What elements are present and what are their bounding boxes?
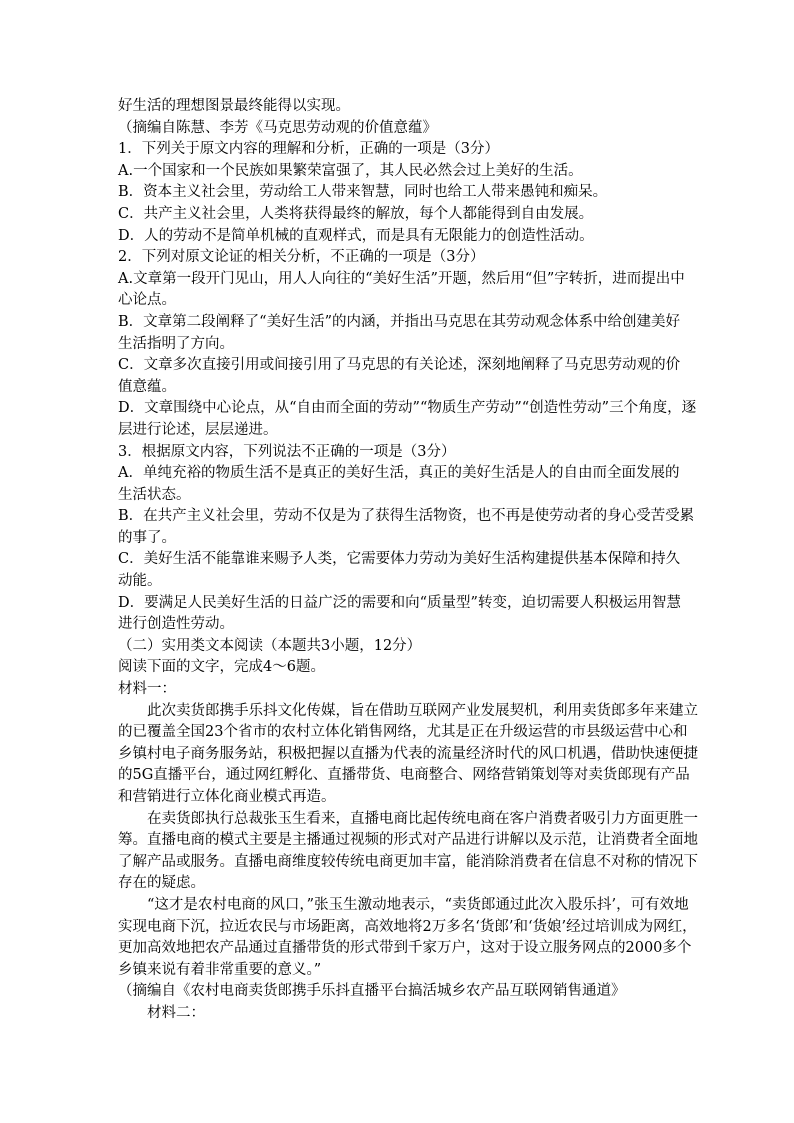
- text-line: B．文章第二段阐释了“美好生活”的内涵，并指出马克思在其劳动观念体系中给创建美好: [118, 313, 680, 330]
- text-line: 筹。直播电商的模式主要是主播通过视频的形式对产品进行讲解以及示范，让消费者全面地: [118, 832, 698, 849]
- text-line: 层进行论述，层层递进。: [118, 421, 278, 438]
- text-line: 和营销进行立体化商业模式再造。: [118, 789, 336, 805]
- text-line: 好生活的理想图景最终能得以实现。: [118, 98, 350, 114]
- text-line: 此次卖货郎携手乐抖文化传媒，旨在借助互联网产业发展契机，利用卖货郎多年来建立: [147, 702, 698, 719]
- text-line: 了解产品或服务。直播电商维度较传统电商更加丰富，能消除消费者在信息不对称的情况下: [118, 853, 698, 870]
- text-line: 乡镇村电子商务服务站，积极把握以直播为代表的流量经济时代的风口机遇，借助快速便捷: [118, 745, 698, 762]
- text-line: “这才是农村电商的风口，”张玉生激动地表示，“卖货郎通过此次入股乐抖’，可有效地: [147, 896, 689, 913]
- text-line: 进行创造性劳动。: [118, 616, 234, 633]
- text-line: 3．根据原文内容，下列说法不正确的一项是（3分）: [118, 443, 456, 460]
- text-line: 1．下列关于原文内容的理解和分析，正确的一项是（3分）: [118, 141, 499, 158]
- text-line: A.文章第一段开门见山，用人人向往的“美好生活”开题，然后用“但”字转折，进而提出中: [118, 270, 685, 287]
- text-line: C．共产主义社会里，人类将获得最终的解放，每个人都能得到自由发展。: [118, 205, 594, 222]
- text-line: D．人的劳动不是简单机械的直观样式，而是具有无限能力的创造性活动。: [118, 227, 594, 244]
- text-line: 在卖货郎执行总裁张玉生看来，直播电商比起传统电商在客户消费者吸引力方面更胜一: [147, 810, 698, 827]
- text-line: 生活状态。: [118, 486, 191, 503]
- text-line: （摘编自《农村电商卖货郎携手乐抖直播平台搞活城乡农产品互联网销售通道》: [118, 983, 626, 1000]
- text-line: （二）实用类文本阅读（本题共3小题，12分）: [118, 637, 422, 654]
- text-line: （摘编自陈慧、李芳《马克思劳动观的价值意蕴》: [118, 119, 437, 136]
- text-line: 材料二：: [147, 1004, 205, 1021]
- text-line: A.一个国家和一个民族如果繁荣富强了，其人民必然会过上美好的生活。: [118, 162, 583, 179]
- text-line: 值意蕴。: [118, 378, 176, 395]
- text-line: B．在共产主义社会里，劳动不仅是为了获得生活物资，也不再是使劳动者的身心受苦受累: [118, 508, 695, 525]
- text-line: 的已覆盖全国23个省市的农村立体化销售网络，尤其是正在升级运营的市县级运营中心和: [118, 724, 688, 741]
- text-line: 心论点。: [118, 292, 176, 309]
- text-line: 的事了。: [118, 529, 176, 546]
- text-line: 材料一：: [118, 681, 176, 698]
- text-line: 阅读下面的文字，完成4～6题。: [118, 659, 325, 676]
- text-line: 2．下列对原文论证的相关分析，不正确的一项是（3分）: [118, 249, 485, 266]
- document-page: [118, 96, 698, 1025]
- text-line: C．美好生活不能靠谁来赐予人类，它需要体力劳动为美好生活构建提供基本保障和持久: [118, 551, 681, 568]
- text-line: 存在的疑虑。: [118, 875, 205, 892]
- text-line: A．单纯充裕的物质生活不是真正的美好生活，真正的美好生活是人的自由而全面发展的: [118, 465, 680, 482]
- text-line: 更加高效地把农产品通过直播带货的形式带到千家万户，这对于设立服务网点的2000多个: [118, 940, 692, 957]
- text-line: D．要满足人民美好生活的日益广泛的需要和向“质量型”转变，迫切需要人积极运用智慧: [118, 594, 681, 611]
- text-line: 实现电商下沉，拉近农民与市场距离，高效地将2万多名‘货郎’和‘货娘’经过培训成为网红，: [118, 918, 697, 935]
- text-line: 乡镇来说有着非常重要的意义。”: [118, 961, 322, 978]
- text-line: 生活指明了方向。: [118, 335, 234, 352]
- text-line: D．文章围绕中心论点，从“自由而全面的劳动”“物质生产劳动”“创造性劳动”三个角度，逐: [118, 400, 697, 417]
- text-line: B．资本主义社会里，劳动给工人带来智慧，同时也给工人带来愚钝和痴呆。: [118, 184, 608, 201]
- text-line: C．文章多次直接引用或间接引用了马克思的有关论述，深刻地阐释了马克思劳动观的价: [118, 357, 681, 374]
- text-line: 的5G直播平台，通过网红孵化、直播带货、电商整合、网络营销策划等对卖货郎现有产品: [118, 767, 690, 784]
- text-line: 动能。: [118, 573, 162, 590]
